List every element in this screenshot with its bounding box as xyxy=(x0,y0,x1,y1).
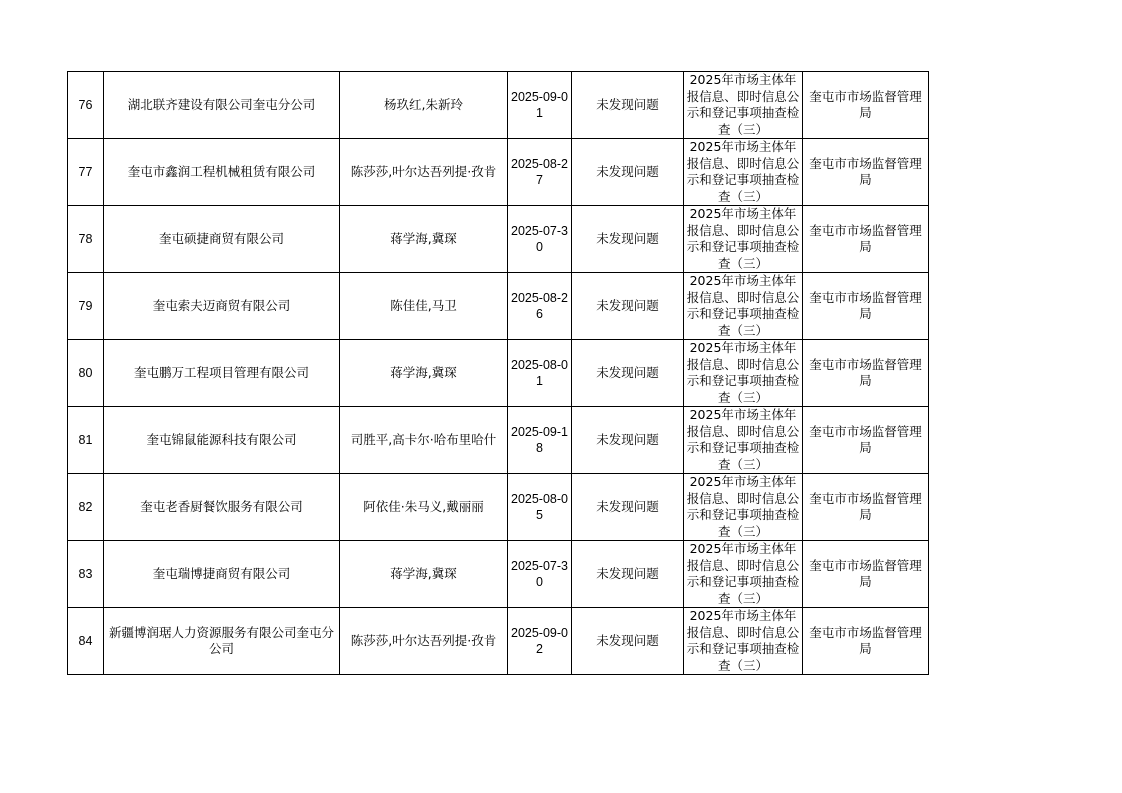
inspection-date: 2025-07-30 xyxy=(508,541,572,608)
table-row xyxy=(68,541,929,608)
row-index: 82 xyxy=(68,474,104,541)
inspectors: 蒋学海,冀琛 xyxy=(340,206,508,273)
inspection-result: 未发现问题 xyxy=(572,206,684,273)
inspection-results-table xyxy=(67,71,929,675)
authority: 奎屯市市场监督管理局 xyxy=(803,541,929,608)
inspection-task: 2025年市场主体年报信息、即时信息公示和登记事项抽查检查（三） xyxy=(684,139,803,206)
inspection-result: 未发现问题 xyxy=(572,608,684,675)
inspectors: 陈莎莎,叶尔达吾列提·孜肯 xyxy=(340,139,508,206)
inspection-date: 2025-08-27 xyxy=(508,139,572,206)
inspection-date: 2025-09-18 xyxy=(508,407,572,474)
authority: 奎屯市市场监督管理局 xyxy=(803,474,929,541)
row-index: 80 xyxy=(68,340,104,407)
table-row xyxy=(68,340,929,407)
inspection-date: 2025-08-26 xyxy=(508,273,572,340)
table-row xyxy=(68,474,929,541)
inspection-task: 2025年市场主体年报信息、即时信息公示和登记事项抽查检查（三） xyxy=(684,72,803,139)
company-name: 奎屯老香厨餐饮服务有限公司 xyxy=(104,474,340,541)
inspection-task: 2025年市场主体年报信息、即时信息公示和登记事项抽查检查（三） xyxy=(684,206,803,273)
inspection-task: 2025年市场主体年报信息、即时信息公示和登记事项抽查检查（三） xyxy=(684,474,803,541)
inspection-result: 未发现问题 xyxy=(572,139,684,206)
company-name: 新疆博润琚人力资源服务有限公司奎屯分公司 xyxy=(104,608,340,675)
authority: 奎屯市市场监督管理局 xyxy=(803,273,929,340)
company-name: 奎屯索夫迈商贸有限公司 xyxy=(104,273,340,340)
inspectors: 杨玖红,朱新玲 xyxy=(340,72,508,139)
inspection-date: 2025-08-05 xyxy=(508,474,572,541)
authority: 奎屯市市场监督管理局 xyxy=(803,407,929,474)
inspectors: 司胜平,高卡尔·哈布里哈什 xyxy=(340,407,508,474)
inspectors: 陈佳佳,马卫 xyxy=(340,273,508,340)
authority: 奎屯市市场监督管理局 xyxy=(803,340,929,407)
inspectors: 陈莎莎,叶尔达吾列提·孜肯 xyxy=(340,608,508,675)
inspection-result: 未发现问题 xyxy=(572,72,684,139)
inspectors: 蒋学海,冀琛 xyxy=(340,541,508,608)
table-row xyxy=(68,139,929,206)
inspection-date: 2025-09-02 xyxy=(508,608,572,675)
row-index: 83 xyxy=(68,541,104,608)
row-index: 81 xyxy=(68,407,104,474)
inspection-date: 2025-07-30 xyxy=(508,206,572,273)
company-name: 奎屯瑞博捷商贸有限公司 xyxy=(104,541,340,608)
row-index: 79 xyxy=(68,273,104,340)
table-row xyxy=(68,206,929,273)
inspection-task: 2025年市场主体年报信息、即时信息公示和登记事项抽查检查（三） xyxy=(684,407,803,474)
inspection-result: 未发现问题 xyxy=(572,340,684,407)
table-row xyxy=(68,407,929,474)
authority: 奎屯市市场监督管理局 xyxy=(803,608,929,675)
inspection-result: 未发现问题 xyxy=(572,273,684,340)
inspection-date: 2025-09-01 xyxy=(508,72,572,139)
inspection-result: 未发现问题 xyxy=(572,474,684,541)
authority: 奎屯市市场监督管理局 xyxy=(803,139,929,206)
table-row xyxy=(68,273,929,340)
inspection-task: 2025年市场主体年报信息、即时信息公示和登记事项抽查检查（三） xyxy=(684,541,803,608)
company-name: 奎屯鹏万工程项目管理有限公司 xyxy=(104,340,340,407)
table-row xyxy=(68,608,929,675)
inspection-result: 未发现问题 xyxy=(572,407,684,474)
inspection-date: 2025-08-01 xyxy=(508,340,572,407)
row-index: 78 xyxy=(68,206,104,273)
inspection-task: 2025年市场主体年报信息、即时信息公示和登记事项抽查检查（三） xyxy=(684,608,803,675)
company-name: 奎屯锦鼠能源科技有限公司 xyxy=(104,407,340,474)
company-name: 奎屯市鑫润工程机械租赁有限公司 xyxy=(104,139,340,206)
company-name: 湖北联齐建设有限公司奎屯分公司 xyxy=(104,72,340,139)
inspection-task: 2025年市场主体年报信息、即时信息公示和登记事项抽查检查（三） xyxy=(684,273,803,340)
inspection-task: 2025年市场主体年报信息、即时信息公示和登记事项抽查检查（三） xyxy=(684,340,803,407)
inspection-result: 未发现问题 xyxy=(572,541,684,608)
authority: 奎屯市市场监督管理局 xyxy=(803,206,929,273)
row-index: 76 xyxy=(68,72,104,139)
inspectors: 阿依佳·朱马义,戴丽丽 xyxy=(340,474,508,541)
authority: 奎屯市市场监督管理局 xyxy=(803,72,929,139)
inspectors: 蒋学海,冀琛 xyxy=(340,340,508,407)
table-row xyxy=(68,72,929,139)
row-index: 77 xyxy=(68,139,104,206)
row-index: 84 xyxy=(68,608,104,675)
company-name: 奎屯硕捷商贸有限公司 xyxy=(104,206,340,273)
table-body xyxy=(68,72,929,675)
